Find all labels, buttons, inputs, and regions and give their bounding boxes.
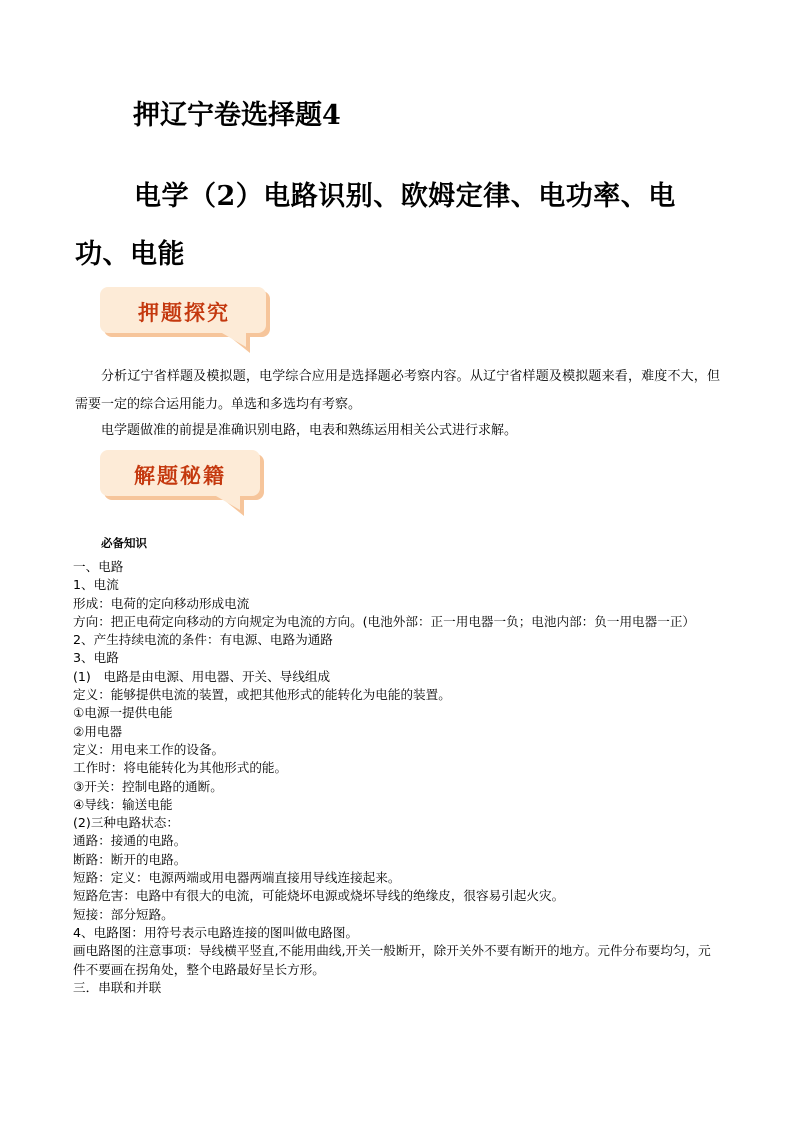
badge-label: 押题探究 — [138, 301, 230, 325]
knowledge-line: 1、电流 — [73, 577, 119, 593]
knowledge-line: 定义：用电来工作的设备。 — [73, 741, 225, 757]
intro-paragraph-1: 分析辽宁省样题及模拟题，电学综合应用是选择题必考察内容。从辽宁省样题及模拟题来看，难度不大，但需要一定的综合运用能力。单选和多选均有考察。 — [75, 369, 720, 412]
knowledge-line: 画电路图的注意事项：导线横平竖直,不能用曲线,开关一般断开，除开关外不要有断开的地方。元件分布要均匀，元件不要画在拐角处，整个电路最好呈长方形。 — [73, 943, 711, 977]
knowledge-body — [73, 558, 723, 997]
knowledge-line: 形成：电荷的定向移动形成电流 — [73, 595, 250, 611]
knowledge-line: 短路危害：电路中有很大的电流，可能烧坏电源或烧坏导线的绝缘皮，很容易引起火灾。 — [73, 888, 565, 904]
badge-yati-tanjiu — [100, 287, 270, 345]
knowledge-line: 三．串联和并联 — [73, 979, 162, 995]
knowledge-heading: 必备知识 — [101, 536, 147, 550]
knowledge-line: 短接：部分短路。 — [73, 906, 174, 922]
intro-paragraph-2: 电学题做准的前提是准确识别电路，电表和熟练运用相关公式进行求解。 — [101, 423, 518, 438]
knowledge-line: ③开关：控制电路的通断。 — [73, 778, 223, 794]
knowledge-line: 通路：接通的电路。 — [73, 833, 187, 849]
knowledge-line: 一、电路 — [73, 559, 124, 574]
knowledge-line: (1) 电路是由电源、用电器、开关、导线组成 — [73, 668, 331, 684]
knowledge-line: 定义：能够提供电流的装置，或把其他形式的能转化为电能的装置。 — [73, 687, 451, 703]
badge-jieti-miji — [100, 450, 270, 508]
knowledge-line: 4、电路图：用符号表示电路连接的图叫做电路图。 — [73, 924, 359, 940]
knowledge-line: 短路：定义：电源两端或用电器两端直接用导线连接起来。 — [73, 870, 401, 886]
page-title-line1: 押辽宁卷选择题4 — [133, 100, 341, 131]
knowledge-line: 2、产生持续电流的条件：有电源、电路为通路 — [73, 632, 333, 648]
badge-label: 解题秘籍 — [134, 464, 226, 488]
knowledge-line: 方向：把正电荷定向移动的方向规定为电流的方向。(电池外部：正一用电器一负；电池内部：负一用电器一正） — [73, 613, 696, 629]
knowledge-line: ①电源一提供电能 — [73, 705, 173, 721]
knowledge-line: ②用电器 — [73, 723, 123, 739]
knowledge-line: 工作时：将电能转化为其他形式的能。 — [73, 760, 288, 776]
knowledge-line: (2)三种电路状态： — [73, 815, 179, 831]
page-title-line2: 电学（2）电路识别、欧姆定律、电功率、电功、电能 — [75, 181, 676, 270]
knowledge-line: ④导线：输送电能 — [73, 796, 173, 812]
knowledge-line: 3、电路 — [73, 650, 119, 666]
knowledge-line: 断路：断开的电路。 — [73, 851, 187, 867]
